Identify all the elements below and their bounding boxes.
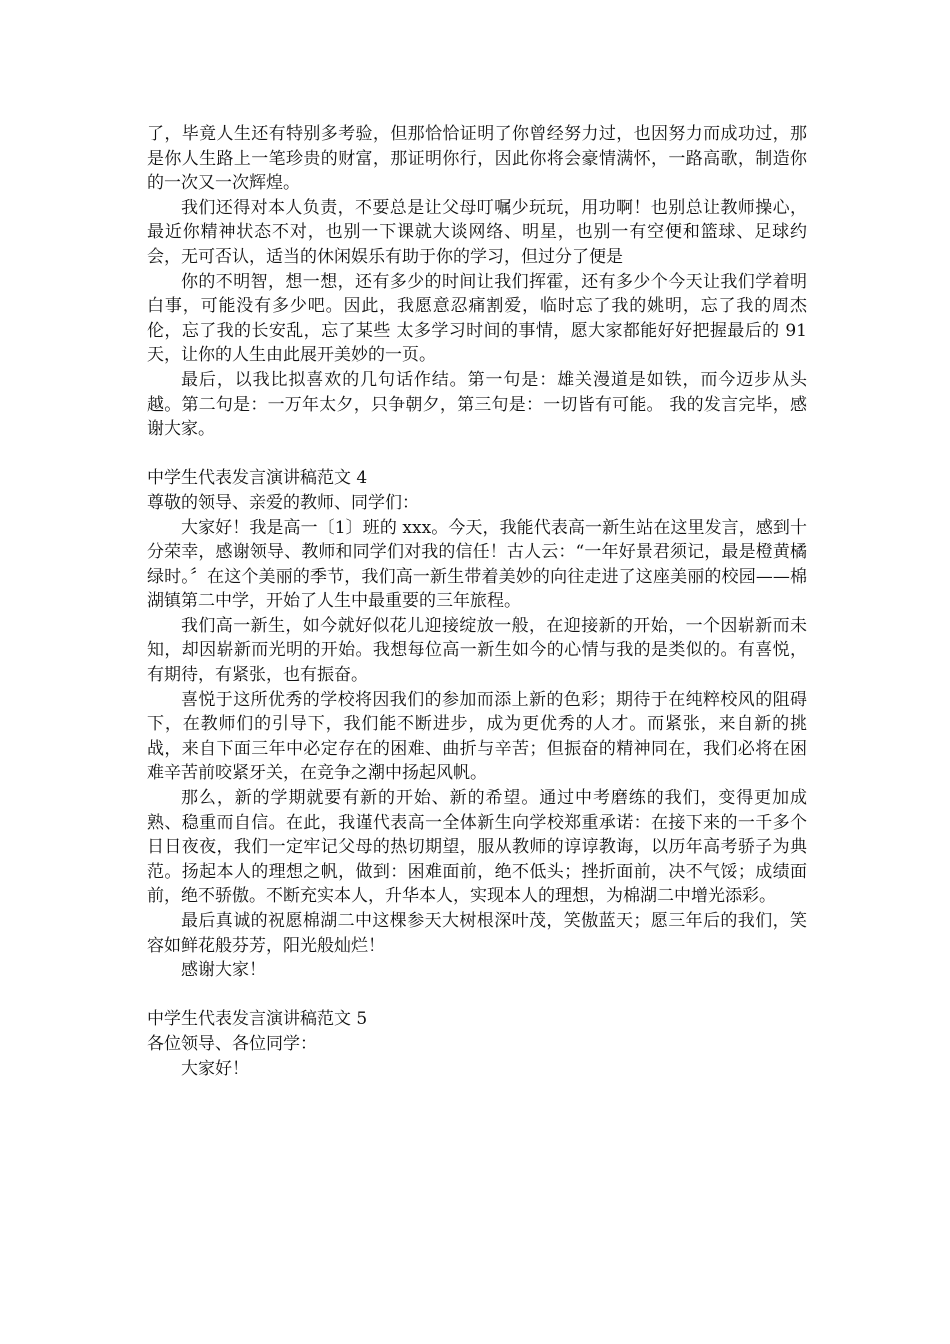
paragraph: 大家好！我是高一〔1〕班的 xxx。今天，我能代表高一新生站在这里发言，感到十分荣幸，感谢领导、教师和同学们对我的信任！古人云：“一年好景君须记，最是橙黄橘绿时。〞在这个美丽的季节，我们高一新生带着美妙的向往走进了这座美丽的校园——棉湖镇第二中学，开始了人生中最重要的三年旅程。 bbox=[147, 517, 807, 612]
paragraph: 我们还得对本人负责，不要总是让父母叮嘱少玩玩，用功啊！也别总让教师操心，最近你精神状态不对，也别一下课就大谈网络、明星，也别一有空便和篮球、足球约会，无可否认，适当的休闲娱乐有助于你的学习，但过分了便是 bbox=[147, 197, 807, 267]
paragraph: 最后，以我比拟喜欢的几句话作结。第一句是：雄关漫道是如铁，而今迈步从头越。第二句是：一万年太夕，只争朝夕，第三句是：一切皆有可能。 我的发言完毕，感谢大家。 bbox=[147, 369, 807, 440]
section-spacer bbox=[147, 442, 807, 467]
section-spacer bbox=[147, 983, 807, 1008]
paragraph: 感谢大家！ bbox=[181, 960, 266, 981]
paragraph: 大家好！ bbox=[181, 1058, 249, 1079]
salutation: 各位领导、各位同学： bbox=[147, 1033, 317, 1054]
paragraph: 我们高一新生，如今就好似花儿迎接绽放一般，在迎接新的开始，一个因崭新而未知，却因崭新而光明的开始。我想每位高一新生如今的心情与我的是类似的。有喜悦，有期待，有紧张，也有振奋。 bbox=[147, 615, 807, 686]
paragraph: 最后真诚的祝愿棉湖二中这棵参天大树根深叶茂，笑傲蓝天；愿三年后的我们，笑容如鲜花般芬芳，阳光般灿烂！ bbox=[147, 911, 807, 956]
section-title: 中学生代表发言演讲稿范文 5 bbox=[147, 1009, 368, 1030]
paragraph: 喜悦于这所优秀的学校将因我们的参加而添上新的色彩；期待于在纯粹校风的阻碍下，在教师们的引导下，我们能不断进步，成为更优秀的人才。而紧张，来自新的挑战，来自下面三年中必定存在的困难、曲折与辛苦；但振奋的精神同在，我们必将在困难辛苦前咬紧牙关，在竞争之潮中扬起风帆。 bbox=[147, 689, 807, 784]
paragraph-continued: 了，毕竟人生还有特别多考验，但那恰恰证明了你曾经努力过，也因努力而成功过，那是你人生路上一笔珍贵的财富，那证明你行，因此你将会豪情满怀，一路高歌，制造你的一次又一次辉煌。 bbox=[147, 124, 807, 194]
salutation: 尊敬的领导、亲爱的教师、同学们： bbox=[147, 492, 419, 513]
paragraph: 你的不明智，想一想，还有多少的时间让我们挥霍，还有多少个今天让我们学着明白事，可能没有多少吧。因此，我愿意忍痛割爱，临时忘了我的姚明，忘了我的周杰伦，忘了我的长安乱，忘了某些 太多学习时间的事情，愿大家都能好好把握最后的 91 天，让你的人生由此展开美妙的一页。 bbox=[147, 271, 807, 366]
document-body bbox=[147, 122, 807, 1081]
paragraph: 那么，新的学期就要有新的开始、新的希望。通过中考磨练的我们，变得更加成熟、稳重而自信。在此，我谨代表高一全体新生向学校郑重承诺：在接下来的一千多个日日夜夜，我们一定牢记父母的热切期望，服从教师的谆谆教诲，以历年高考骄子为典范。扬起本人的理想之帆，做到：困难面前，绝不低头；挫折面前，决不气馁；成绩面前，绝不骄傲。不断充实本人，升华本人，实现本人的理想，为棉湖二中增光添彩。 bbox=[147, 788, 807, 907]
section-title: 中学生代表发言演讲稿范文 4 bbox=[147, 468, 368, 489]
